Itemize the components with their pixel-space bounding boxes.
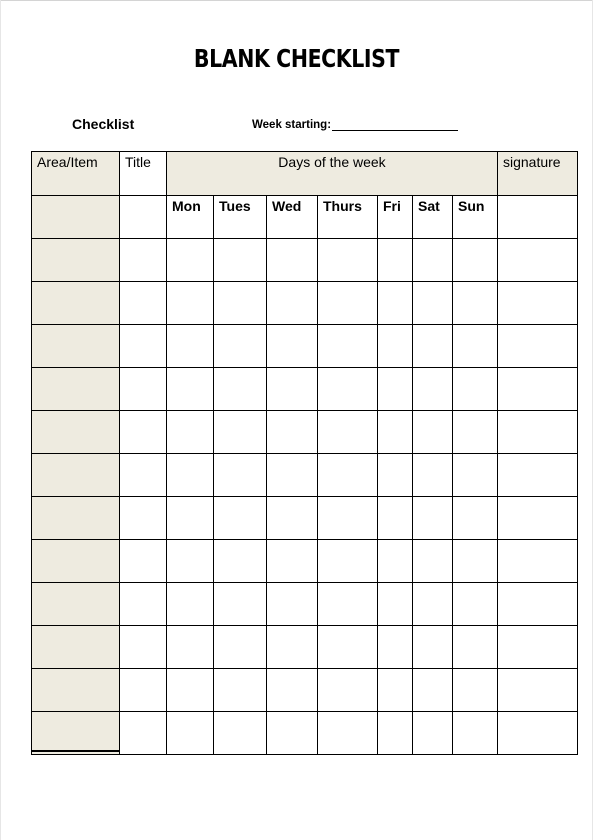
day-cell-sat[interactable] xyxy=(413,669,453,712)
day-cell-thurs[interactable] xyxy=(318,497,378,540)
area-item-cell[interactable] xyxy=(32,239,120,282)
day-cell-sat[interactable] xyxy=(413,368,453,411)
day-cell-mon[interactable] xyxy=(167,583,214,626)
day-cell-sat[interactable] xyxy=(413,583,453,626)
title-cell[interactable] xyxy=(120,325,167,368)
area-item-cell[interactable] xyxy=(32,196,120,239)
day-cell-sat[interactable] xyxy=(413,282,453,325)
title-cell[interactable] xyxy=(120,540,167,583)
title-cell[interactable] xyxy=(120,669,167,712)
day-cell-thurs[interactable] xyxy=(318,712,378,755)
day-cell-tues[interactable] xyxy=(214,540,267,583)
checklist-table xyxy=(31,151,578,755)
day-cell-wed[interactable] xyxy=(267,626,318,669)
header-title: Title xyxy=(120,152,167,196)
day-cell-tues[interactable] xyxy=(214,411,267,454)
bottom-rule xyxy=(31,750,119,752)
day-cell-fri[interactable] xyxy=(378,669,413,712)
day-cell-thurs[interactable] xyxy=(318,454,378,497)
day-cell-sun[interactable] xyxy=(453,540,498,583)
day-cell-sun[interactable] xyxy=(453,325,498,368)
title-cell[interactable] xyxy=(120,282,167,325)
day-cell-fri[interactable] xyxy=(378,626,413,669)
day-cell-fri[interactable] xyxy=(378,325,413,368)
day-cell-tues[interactable] xyxy=(214,497,267,540)
day-cell-mon[interactable] xyxy=(167,626,214,669)
day-header-wed: Wed xyxy=(267,196,318,239)
day-cell-sun[interactable] xyxy=(453,669,498,712)
checklist-label: Checklist xyxy=(72,116,135,132)
title-cell[interactable] xyxy=(120,626,167,669)
day-cell-tues[interactable] xyxy=(214,282,267,325)
day-cell-thurs[interactable] xyxy=(318,368,378,411)
document-title: BLANK CHECKLIST xyxy=(193,44,400,73)
day-cell-sat[interactable] xyxy=(413,239,453,282)
area-item-cell[interactable] xyxy=(32,368,120,411)
table-header-row xyxy=(32,152,578,196)
area-item-cell[interactable] xyxy=(32,626,120,669)
day-cell-sat[interactable] xyxy=(413,497,453,540)
day-cell-sat[interactable] xyxy=(413,454,453,497)
day-cell-wed[interactable] xyxy=(267,454,318,497)
day-header-sun: Sun xyxy=(453,196,498,239)
area-item-cell[interactable] xyxy=(32,454,120,497)
week-starting-blank-line[interactable] xyxy=(332,118,458,131)
day-cell-wed[interactable] xyxy=(267,669,318,712)
day-cell-fri[interactable] xyxy=(378,282,413,325)
day-header-fri: Fri xyxy=(378,196,413,239)
week-starting-label: Week starting: xyxy=(252,119,332,131)
signature-cell[interactable] xyxy=(498,411,578,454)
table-row xyxy=(32,540,578,583)
day-cell-fri[interactable] xyxy=(378,411,413,454)
day-cell-tues[interactable] xyxy=(214,325,267,368)
day-cell-mon[interactable] xyxy=(167,325,214,368)
signature-cell[interactable] xyxy=(498,368,578,411)
day-cell-wed[interactable] xyxy=(267,540,318,583)
table-row xyxy=(32,497,578,540)
day-cell-fri[interactable] xyxy=(378,540,413,583)
day-cell-thurs[interactable] xyxy=(318,282,378,325)
day-cell-tues[interactable] xyxy=(214,239,267,282)
signature-cell[interactable] xyxy=(498,325,578,368)
day-cell-sat[interactable] xyxy=(413,712,453,755)
signature-cell[interactable] xyxy=(498,239,578,282)
day-cell-thurs[interactable] xyxy=(318,411,378,454)
table-row xyxy=(32,712,578,755)
day-header-mon: Mon xyxy=(167,196,214,239)
day-header-sat: Sat xyxy=(413,196,453,239)
area-item-cell[interactable] xyxy=(32,325,120,368)
day-cell-sun[interactable] xyxy=(453,583,498,626)
day-cell-sun[interactable] xyxy=(453,239,498,282)
area-item-cell[interactable] xyxy=(32,540,120,583)
table-row xyxy=(32,282,578,325)
area-item-cell[interactable] xyxy=(32,411,120,454)
table-row xyxy=(32,411,578,454)
title-cell[interactable] xyxy=(120,196,167,239)
day-cell-tues[interactable] xyxy=(214,669,267,712)
area-item-cell[interactable] xyxy=(32,712,120,755)
day-cell-thurs[interactable] xyxy=(318,325,378,368)
header-days-of-week: Days of the week xyxy=(167,152,498,196)
day-cell-tues[interactable] xyxy=(214,454,267,497)
page-left-edge xyxy=(0,0,1,840)
day-cell-mon[interactable] xyxy=(167,497,214,540)
day-cell-thurs[interactable] xyxy=(318,583,378,626)
page-top-edge xyxy=(0,0,593,1)
table-row xyxy=(32,454,578,497)
area-item-cell[interactable] xyxy=(32,282,120,325)
signature-cell[interactable] xyxy=(498,712,578,755)
title-cell[interactable] xyxy=(120,411,167,454)
area-item-cell[interactable] xyxy=(32,583,120,626)
signature-cell[interactable] xyxy=(498,669,578,712)
area-item-cell[interactable] xyxy=(32,669,120,712)
day-cell-fri[interactable] xyxy=(378,454,413,497)
day-cell-fri[interactable] xyxy=(378,368,413,411)
days-row xyxy=(32,196,578,239)
table-row xyxy=(32,325,578,368)
table-row xyxy=(32,626,578,669)
day-header-thurs: Thurs xyxy=(318,196,378,239)
day-cell-mon[interactable] xyxy=(167,368,214,411)
week-starting-field xyxy=(252,118,458,131)
title-cell[interactable] xyxy=(120,497,167,540)
day-cell-tues[interactable] xyxy=(214,368,267,411)
day-cell-wed[interactable] xyxy=(267,712,318,755)
day-cell-fri[interactable] xyxy=(378,239,413,282)
day-cell-sun[interactable] xyxy=(453,411,498,454)
day-cell-sat[interactable] xyxy=(413,540,453,583)
day-cell-mon[interactable] xyxy=(167,712,214,755)
day-cell-fri[interactable] xyxy=(378,712,413,755)
day-cell-wed[interactable] xyxy=(267,411,318,454)
day-cell-tues[interactable] xyxy=(214,626,267,669)
title-cell[interactable] xyxy=(120,239,167,282)
day-cell-sat[interactable] xyxy=(413,411,453,454)
title-cell[interactable] xyxy=(120,583,167,626)
signature-cell[interactable] xyxy=(498,196,578,239)
day-cell-mon[interactable] xyxy=(167,411,214,454)
day-cell-fri[interactable] xyxy=(378,583,413,626)
day-cell-tues[interactable] xyxy=(214,712,267,755)
day-cell-fri[interactable] xyxy=(378,497,413,540)
signature-cell[interactable] xyxy=(498,282,578,325)
day-cell-mon[interactable] xyxy=(167,540,214,583)
day-cell-thurs[interactable] xyxy=(318,239,378,282)
table-row xyxy=(32,583,578,626)
table-row xyxy=(32,669,578,712)
title-cell[interactable] xyxy=(120,712,167,755)
day-cell-mon[interactable] xyxy=(167,239,214,282)
day-cell-mon[interactable] xyxy=(167,454,214,497)
header-signature: signature xyxy=(498,152,578,196)
day-cell-sun[interactable] xyxy=(453,712,498,755)
signature-cell[interactable] xyxy=(498,626,578,669)
day-cell-wed[interactable] xyxy=(267,282,318,325)
table-row xyxy=(32,239,578,282)
signature-cell[interactable] xyxy=(498,497,578,540)
day-cell-sat[interactable] xyxy=(413,325,453,368)
day-cell-mon[interactable] xyxy=(167,669,214,712)
day-cell-wed[interactable] xyxy=(267,583,318,626)
day-cell-sun[interactable] xyxy=(453,282,498,325)
title-cell[interactable] xyxy=(120,368,167,411)
day-header-tues: Tues xyxy=(214,196,267,239)
title-cell[interactable] xyxy=(120,454,167,497)
day-cell-wed[interactable] xyxy=(267,497,318,540)
day-cell-sun[interactable] xyxy=(453,454,498,497)
signature-cell[interactable] xyxy=(498,454,578,497)
day-cell-sun[interactable] xyxy=(453,368,498,411)
day-cell-wed[interactable] xyxy=(267,239,318,282)
day-cell-thurs[interactable] xyxy=(318,626,378,669)
table-row xyxy=(32,368,578,411)
day-cell-sun[interactable] xyxy=(453,626,498,669)
header-area-item: Area/Item xyxy=(32,152,120,196)
area-item-cell[interactable] xyxy=(32,497,120,540)
signature-cell[interactable] xyxy=(498,540,578,583)
signature-cell[interactable] xyxy=(498,583,578,626)
day-cell-wed[interactable] xyxy=(267,325,318,368)
day-cell-sat[interactable] xyxy=(413,626,453,669)
day-cell-thurs[interactable] xyxy=(318,669,378,712)
day-cell-tues[interactable] xyxy=(214,583,267,626)
day-cell-mon[interactable] xyxy=(167,282,214,325)
day-cell-sun[interactable] xyxy=(453,497,498,540)
day-cell-wed[interactable] xyxy=(267,368,318,411)
day-cell-thurs[interactable] xyxy=(318,540,378,583)
